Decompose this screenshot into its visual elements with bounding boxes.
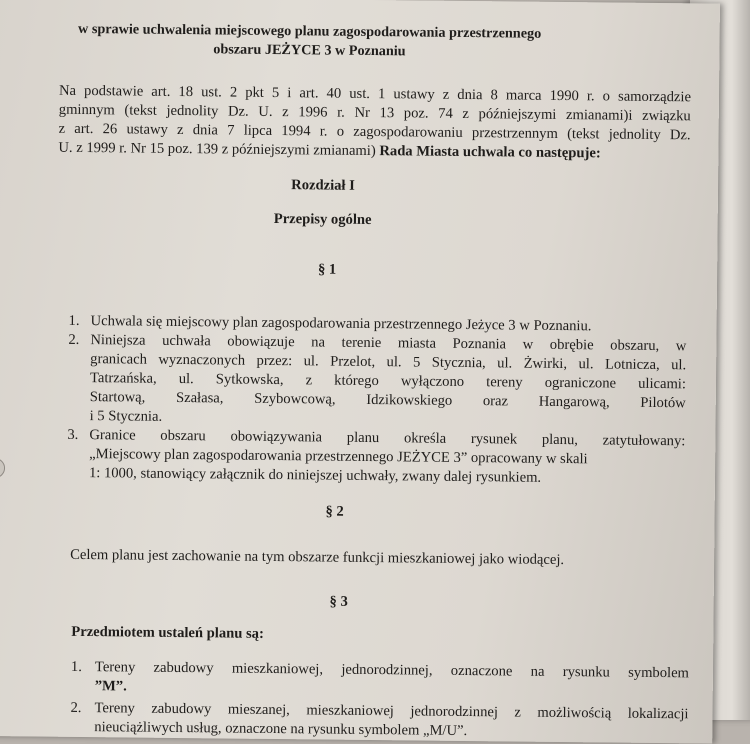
s3-item-1-line-1: Tereny zabudowy mieszkaniowej, jednorodzinnej, oznaczone na rysunku symbolem	[94, 659, 690, 682]
preamble-last-normal: U. z 1999 r. Nr 15 poz. 139 z późniejszymi zmianami)	[58, 139, 376, 160]
preamble-line-2: gminnym (tekst jednolity Dz. U. z 1996 r. Nr 13 poz. 74 z późniejszymi zmianami)i związku	[58, 101, 691, 125]
section-3-heading: § 3	[329, 593, 348, 610]
s3-item-2-line-2: nieuciążliwych usług, oznaczone na rysunku symbolem „M/U”.	[94, 719, 468, 740]
s3-item-1-line-2: ”M”.	[94, 678, 127, 695]
s1-item-2-number: 2.	[68, 331, 80, 348]
s1-item-3-line-3: 1: 1000, stanowiący załącznik do niniejszej uchwały, zwany dalej rysunkiem.	[88, 465, 542, 486]
section-3-intro: Przedmiotem ustaleń planu są:	[71, 623, 264, 642]
chapter-number: Rozdział I	[291, 177, 355, 194]
s3-item-2-number: 2.	[70, 699, 82, 716]
document-title-line-1: w sprawie uchwalenia miejscowego planu zagospodarowania przestrzennego	[77, 20, 542, 42]
s1-item-2-line-1: Niniejsza uchwała obowiązuje na terenie miasta Poznania w obrębie obszaru, w	[90, 332, 687, 355]
s1-item-3-line-1: Granice obszaru obowiązywania planu określa rysunek planu, zatytułowany:	[89, 427, 686, 450]
s1-item-1-number: 1.	[68, 312, 80, 329]
s3-item-1-number: 1.	[70, 658, 83, 675]
section-2-text: Celem planu jest zachowanie na tym obszarze funkcji mieszkaniowej jako wiodącej.	[70, 546, 565, 569]
s1-item-1-line-1: Uchwala się miejscowy plan zagospodarowania przestrzennego Jeżyce 3 w Poznaniu.	[90, 313, 592, 335]
preamble-line-1: Na podstawie art. 18 ust. 2 pkt 5 i art. 40 ust. 1 ustawy z dnia 8 marca 1990 r. o samorządzie	[58, 82, 692, 106]
s1-item-2-line-5: i 5 Stycznia.	[89, 408, 163, 425]
s1-item-3-number: 3.	[67, 426, 79, 443]
preamble-line-3: z art. 26 ustawy z dnia 7 lipca 1994 r. o zagospodarowaniu przestrzennym (tekst jednolity Dz.	[58, 120, 691, 144]
section-1-heading: § 1	[317, 261, 337, 278]
s1-item-2-line-2: granicach wyznaczonych przez: ul. Przelot, ul. 5 Stycznia, ul. Żwirki, ul. Lotnicza, ul.	[90, 351, 687, 374]
chapter-title: Przepisy ogólne	[273, 210, 372, 229]
s1-item-3-line-2: „Miejscowy plan zagospodarowania przestrzennego JEŻYCE 3” opracowany w skali	[89, 446, 588, 468]
section-2-heading: § 2	[325, 503, 344, 520]
preamble-last-bold: Rada Miasta uchwala co następuje:	[379, 143, 601, 162]
s1-item-2-line-3: Tatrzańska, ul. Sytkowska, z którego wyłączono tereny ograniczone ulicami:	[89, 370, 687, 393]
document-title-line-2: obszaru JEŻYCE 3 w Poznaniu	[213, 41, 406, 60]
s3-item-2-line-1: Tereny zabudowy mieszanej, mieszkaniowej jednorodzinnej z możliwością lokalizacji	[94, 700, 689, 723]
punch-hole	[0, 458, 5, 478]
s1-item-2-line-4: Startową, Szałasa, Szybowcową, Idzikowskiego oraz Hangarową, Pilotów	[89, 389, 686, 412]
